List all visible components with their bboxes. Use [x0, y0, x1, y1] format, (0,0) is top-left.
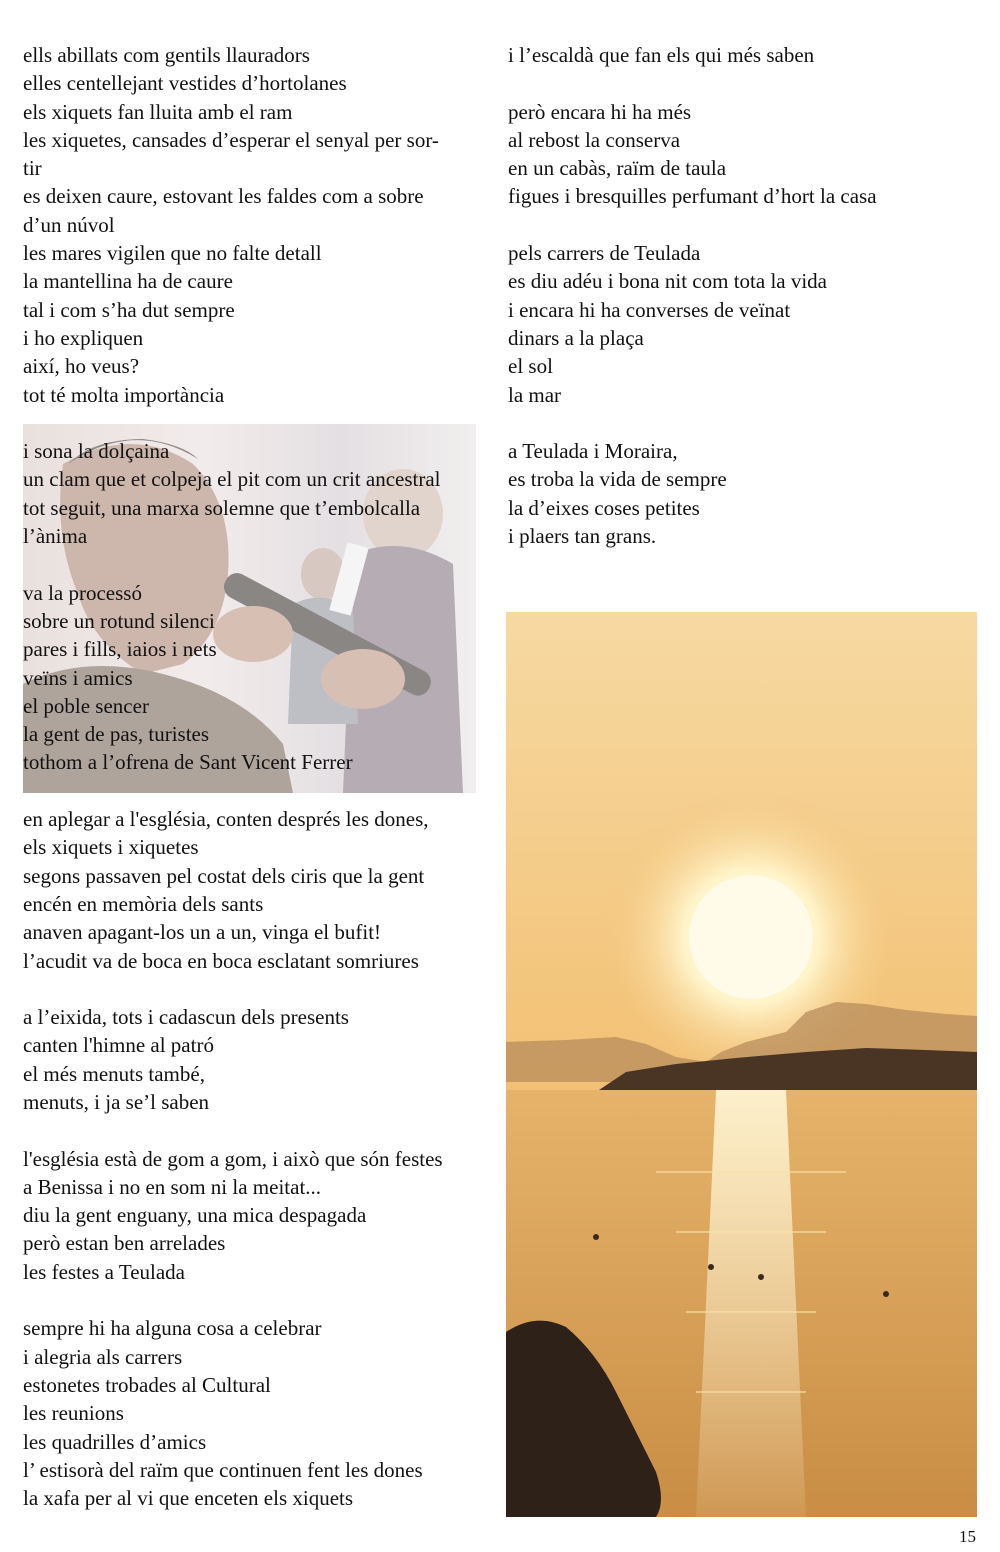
poem-line: a Teulada i Moraira,: [508, 439, 678, 464]
poem-line: el poble sencer: [23, 693, 149, 718]
left-text-column: [23, 41, 493, 1512]
poem-line: les xiquetes, cansades d’esperar el senyal per sor-: [23, 127, 439, 152]
page-number: 15: [959, 1527, 976, 1546]
poem-line: es deixen caure, estovant les faldes com a sobre: [23, 184, 424, 209]
sunset-photo: [506, 612, 977, 1517]
poem-line: [508, 69, 978, 97]
poem-line: [508, 409, 978, 437]
poem-line: i alegria als carrers: [23, 1344, 183, 1369]
poem-line: al rebost la conserva: [508, 127, 681, 152]
poem-line: l’acudit va de boca en boca esclatant somriures: [23, 948, 419, 973]
poem-line: el sol: [508, 354, 553, 379]
poem-line: tothom a l’ofrena de Sant Vicent Ferrer: [23, 750, 353, 775]
poem-line: sobre un rotund silenci: [23, 608, 215, 633]
poem-line: i encara hi ha converses de veïnat: [508, 297, 791, 322]
poem-line: estonetes trobades al Cultural: [23, 1372, 271, 1397]
poem-line: les mares vigilen que no falte detall: [23, 241, 322, 266]
poem-line: un clam que et colpeja el pit com un crit ancestral: [23, 467, 441, 492]
poem-line: però encara hi ha més: [508, 99, 692, 124]
poem-line: [23, 550, 493, 578]
poem-line: així, ho veus?: [23, 354, 140, 379]
poem-line: [23, 1286, 493, 1314]
poem-line: diu la gent enguany, una mica despagada: [23, 1203, 367, 1228]
poem-line: canten l'himne al patró: [23, 1033, 214, 1058]
poem-line: pares i fills, iaios i nets: [23, 637, 217, 662]
poem-line: i ho expliquen: [23, 325, 144, 350]
poem-line: ells abillats com gentils llauradors: [23, 43, 310, 67]
poem-line: les quadrilles d’amics: [23, 1429, 207, 1454]
poem-line: però estan ben arrelades: [23, 1231, 226, 1256]
poem-line: la d’eixes coses petites: [508, 495, 700, 520]
poem-line: la xafa per al vi que enceten els xiquets: [23, 1486, 354, 1511]
poem-line: es diu adéu i bona nit com tota la vida: [508, 269, 827, 294]
poem-line: la gent de pas, turistes: [23, 722, 210, 747]
poem-line: anaven apagant-los un a un, vinga el bufit!: [23, 920, 382, 945]
poem-line: en un cabàs, raïm de taula: [508, 156, 727, 181]
poem-line: els xiquets i xiquetes: [23, 835, 199, 860]
poem-line: [23, 777, 493, 805]
poem-line: el més menuts també,: [23, 1061, 205, 1086]
poem-line: la mantellina ha de caure: [23, 269, 233, 294]
poem-line: veïns i amics: [23, 665, 133, 690]
poem-line: elles centellejant vestides d’hortolanes: [23, 71, 347, 96]
poem-line: [508, 211, 978, 239]
poem-line: menuts, i ja se’l saben: [23, 1089, 210, 1114]
poem-line: l’ estisorà del raïm que continuen fent les dones: [23, 1457, 423, 1482]
poem-line: sempre hi ha alguna cosa a celebrar: [23, 1316, 322, 1341]
poem-line: [23, 975, 493, 1003]
poem-line: figues i bresquilles perfumant d’hort la casa: [508, 184, 877, 209]
poem-line: els xiquets fan lluita amb el ram: [23, 99, 293, 124]
poem-line: l’ànima: [23, 524, 88, 549]
poem-line: en aplegar a l'església, conten després les dones,: [23, 807, 429, 832]
poem-line: la mar: [508, 382, 562, 407]
poem-line: l'església està de gom a gom, i això que són festes: [23, 1146, 443, 1171]
poem-line: a l’eixida, tots i cadascun dels presents: [23, 1005, 349, 1030]
poem-line: pels carrers de Teulada: [508, 241, 701, 266]
poem-line: dinars a la plaça: [508, 325, 644, 350]
poem-line: tir: [23, 156, 42, 181]
poem-line: tal i com s’ha dut sempre: [23, 297, 235, 322]
poem-line: encén en memòria dels sants: [23, 891, 264, 916]
poem-line: tot seguit, una marxa solemne que t’embolcalla: [23, 495, 421, 520]
poem-line: va la processó: [23, 580, 142, 605]
poem-line: es troba la vida de sempre: [508, 467, 727, 492]
poem-line: segons passaven pel costat dels ciris que la gent: [23, 863, 425, 888]
poem-line: i l’escaldà que fan els qui més saben: [508, 43, 815, 67]
poem-line: les festes a Teulada: [23, 1259, 185, 1284]
poem-line: [23, 1116, 493, 1144]
poem-line: les reunions: [23, 1401, 124, 1426]
poem-line: d’un núvol: [23, 212, 115, 237]
poem-line: i plaers tan grans.: [508, 524, 657, 549]
poem-line: [23, 409, 493, 437]
right-text-column: [508, 41, 978, 550]
poem-line: a Benissa i no en som ni la meitat...: [23, 1174, 322, 1199]
poem-line: tot té molta importància: [23, 382, 225, 407]
poem-line: i sona la dolçaina: [23, 439, 170, 464]
